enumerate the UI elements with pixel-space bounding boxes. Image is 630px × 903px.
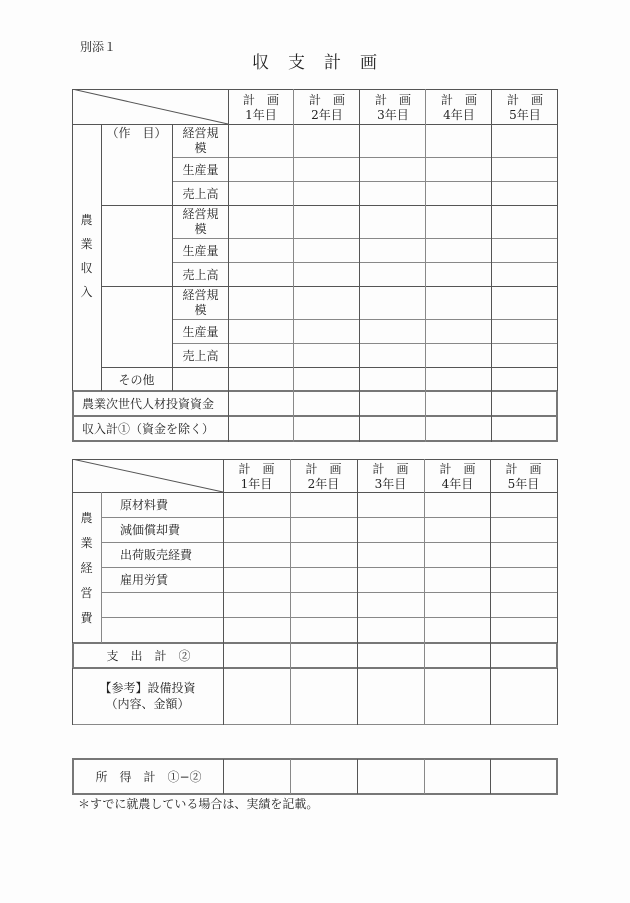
expense-item-shipping-sales: 出荷販売経費 bbox=[120, 548, 193, 562]
diagonal-header-slash bbox=[72, 459, 224, 493]
header-year-4-line2: 4年目 bbox=[441, 477, 474, 491]
header-year-5-line1: 計 画 bbox=[506, 93, 543, 107]
section-label-char: 入 bbox=[80, 285, 93, 299]
reference-investment-label: 【参考】設備投資 bbox=[99, 681, 196, 695]
expense-item-depreciation: 減価償却費 bbox=[120, 523, 181, 537]
income-total-label: 収入計①（資金を除く） bbox=[82, 422, 215, 436]
expense-item-labor: 雇用労賃 bbox=[120, 573, 169, 587]
header-year-2-line1: 計 画 bbox=[305, 462, 342, 476]
metric-production: 生産量 bbox=[182, 244, 219, 258]
section-label-char: 農 bbox=[80, 511, 93, 525]
header-year-3-line2: 3年目 bbox=[374, 477, 407, 491]
header-year-5-line1: 計 画 bbox=[505, 462, 542, 476]
page-title: 収 支 計 画 bbox=[252, 53, 378, 73]
section-label-char: 経 bbox=[80, 561, 93, 575]
header-year-2-line1: 計 画 bbox=[308, 93, 345, 107]
header-year-3-line1: 計 画 bbox=[372, 462, 409, 476]
expense-total-label: 支 出 計 ② bbox=[106, 649, 191, 663]
section-label-char: 営 bbox=[80, 586, 93, 600]
header-year-3-line2: 3年目 bbox=[377, 108, 409, 122]
metric-scale-cont: 模 bbox=[194, 303, 207, 317]
expense-item-raw-materials: 原材料費 bbox=[120, 498, 169, 512]
other-label: その他 bbox=[118, 373, 155, 387]
metric-sales: 売上高 bbox=[182, 349, 219, 363]
metric-production: 生産量 bbox=[182, 325, 219, 339]
header-year-1-line1: 計 画 bbox=[242, 93, 279, 107]
metric-scale-cont: 模 bbox=[194, 141, 207, 155]
reference-investment-sublabel: （内容、金額） bbox=[105, 697, 190, 711]
section-label-char: 収 bbox=[80, 261, 93, 275]
attachment-label: 別添１ bbox=[80, 40, 117, 54]
header-year-2-line2: 2年目 bbox=[311, 108, 343, 122]
header-year-1-line1: 計 画 bbox=[238, 462, 275, 476]
net-income-label: 所 得 計 ①−② bbox=[95, 770, 202, 784]
header-year-4-line1: 計 画 bbox=[440, 93, 477, 107]
section-label-char: 業 bbox=[80, 237, 93, 251]
metric-scale: 経営規 bbox=[182, 126, 219, 140]
metric-sales: 売上高 bbox=[182, 268, 219, 282]
header-year-3-line1: 計 画 bbox=[374, 93, 411, 107]
crop-label: （作 目） bbox=[106, 126, 167, 140]
section-label-char: 農 bbox=[80, 213, 93, 227]
header-year-5-line2: 5年目 bbox=[507, 477, 540, 491]
header-year-4-line1: 計 画 bbox=[439, 462, 476, 476]
diagonal-header-slash bbox=[72, 89, 229, 125]
metric-scale: 経営規 bbox=[182, 207, 219, 221]
section-label-char: 業 bbox=[80, 536, 93, 550]
header-year-1-line2: 1年目 bbox=[240, 477, 273, 491]
metric-scale-cont: 模 bbox=[194, 222, 207, 236]
header-year-5-line2: 5年目 bbox=[509, 108, 541, 122]
header-year-2-line2: 2年目 bbox=[307, 477, 340, 491]
metric-scale: 経営規 bbox=[182, 288, 219, 302]
header-year-1-line2: 1年目 bbox=[245, 108, 277, 122]
subsidy-label: 農業次世代人材投資資金 bbox=[82, 397, 215, 411]
metric-production: 生産量 bbox=[182, 163, 219, 177]
footnote: ＊すでに就農している場合は、実績を記載。 bbox=[78, 797, 319, 811]
header-year-4-line2: 4年目 bbox=[443, 108, 475, 122]
metric-sales: 売上高 bbox=[182, 187, 219, 201]
section-label-char: 費 bbox=[80, 611, 93, 625]
